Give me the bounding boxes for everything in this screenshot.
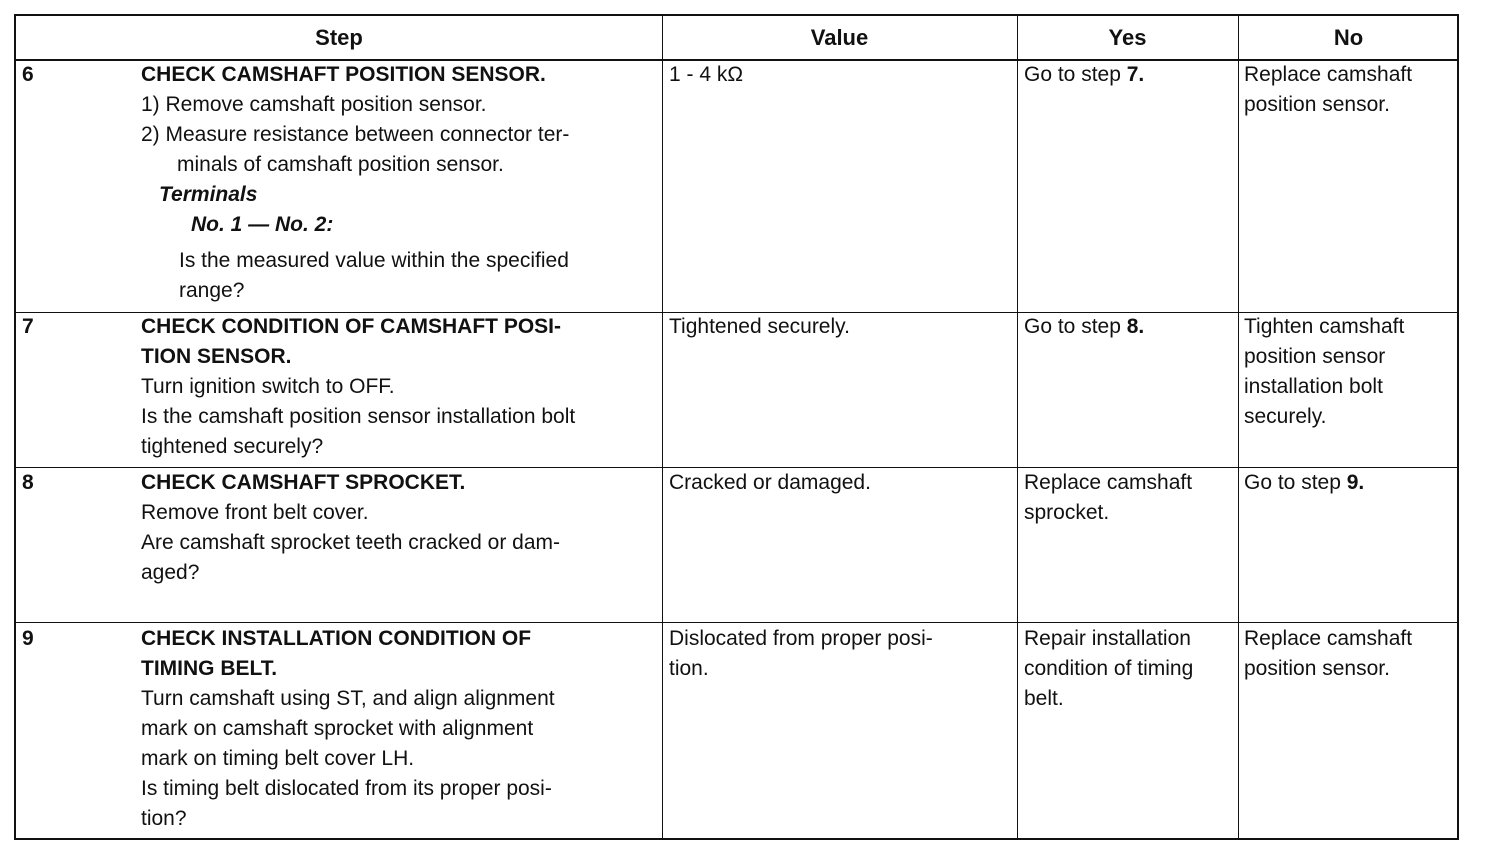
header-yes: Yes xyxy=(1108,25,1147,50)
step-title: CHECK INSTALLATION CONDITION OF xyxy=(141,627,532,650)
instruction: minals of camshaft position sensor. xyxy=(177,153,504,176)
step-title: CHECK CAMSHAFT SPROCKET. xyxy=(141,471,466,494)
header-no: No xyxy=(1333,25,1364,50)
step-number: 7 xyxy=(22,315,34,338)
instruction: 1) Remove camshaft position sensor. xyxy=(141,93,487,116)
yes-text: Go to step xyxy=(1024,63,1127,86)
question: tightened securely? xyxy=(141,435,324,458)
no-cell xyxy=(1244,312,1404,432)
step-title: CHECK CAMSHAFT POSITION SENSOR. xyxy=(141,63,546,86)
yes-cell xyxy=(1024,624,1193,714)
yes-text: condition of timing xyxy=(1024,657,1194,680)
no-text: securely. xyxy=(1244,405,1327,428)
yes-step-ref: 8. xyxy=(1126,315,1145,338)
instruction: Turn camshaft using ST, and align alignment xyxy=(141,687,555,710)
header-value: Value xyxy=(810,25,869,50)
step-number: 6 xyxy=(22,63,34,86)
step-description xyxy=(141,312,661,462)
question: Is timing belt dislocated from its proper posi- xyxy=(141,777,552,800)
step-description xyxy=(141,60,661,306)
yes-text: Go to step xyxy=(1024,315,1127,338)
step-title: CHECK CONDITION OF CAMSHAFT POSI- xyxy=(141,315,561,338)
yes-text: Replace camshaft xyxy=(1024,471,1193,494)
instruction: Remove front belt cover. xyxy=(141,501,369,524)
column-divider xyxy=(662,16,663,838)
value-cell: Tightened securely. xyxy=(669,315,850,338)
no-text: installation bolt xyxy=(1244,375,1383,398)
yes-cell xyxy=(1024,312,1144,342)
value-cell: 1 - 4 kΩ xyxy=(669,63,744,86)
yes-text: Repair installation xyxy=(1024,627,1191,650)
no-cell xyxy=(1244,468,1364,498)
step-description xyxy=(141,624,661,834)
column-divider xyxy=(1238,16,1239,838)
question: Is the camshaft position sensor installation bolt xyxy=(141,405,576,428)
yes-text: sprocket. xyxy=(1024,501,1110,524)
no-text: Tighten camshaft xyxy=(1244,315,1405,338)
instruction: mark on camshaft sprocket with alignment xyxy=(141,717,534,740)
question: Is the measured value within the specified xyxy=(179,249,569,272)
column-divider xyxy=(1017,16,1018,838)
no-text: Go to step xyxy=(1244,471,1347,494)
no-step-ref: 9. xyxy=(1346,471,1365,494)
question: aged? xyxy=(141,561,200,584)
no-text: position sensor. xyxy=(1244,657,1390,680)
terminals-label: Terminals xyxy=(159,183,258,206)
header-step: Step xyxy=(315,25,363,50)
row-divider xyxy=(16,622,1457,623)
no-text: Replace camshaft xyxy=(1244,63,1413,86)
no-cell xyxy=(1244,624,1412,684)
yes-text: belt. xyxy=(1024,687,1064,710)
value-text: tion. xyxy=(669,657,709,680)
step-description xyxy=(141,468,661,588)
instruction: mark on timing belt cover LH. xyxy=(141,747,415,770)
diagnostic-table xyxy=(14,14,1459,840)
step-title: TIMING BELT. xyxy=(141,657,278,680)
instruction: Turn ignition switch to OFF. xyxy=(141,375,395,398)
question: Are camshaft sprocket teeth cracked or dam- xyxy=(141,531,561,554)
yes-cell xyxy=(1024,60,1144,90)
no-text: position sensor. xyxy=(1244,93,1390,116)
step-number: 8 xyxy=(22,471,34,494)
value-cell xyxy=(669,624,933,684)
instruction: 2) Measure resistance between connector ter- xyxy=(141,123,570,146)
no-text: Replace camshaft xyxy=(1244,627,1413,650)
value-cell: Cracked or damaged. xyxy=(669,471,871,494)
question: tion? xyxy=(141,807,187,830)
terminals-value: No. 1 — No. 2: xyxy=(191,213,334,236)
no-cell xyxy=(1244,60,1412,120)
question: range? xyxy=(179,279,245,302)
no-text: position sensor xyxy=(1244,345,1386,368)
step-title: TION SENSOR. xyxy=(141,345,292,368)
value-text: Dislocated from proper posi- xyxy=(669,627,933,650)
step-number: 9 xyxy=(22,627,34,650)
yes-cell xyxy=(1024,468,1192,528)
yes-step-ref: 7. xyxy=(1126,63,1145,86)
